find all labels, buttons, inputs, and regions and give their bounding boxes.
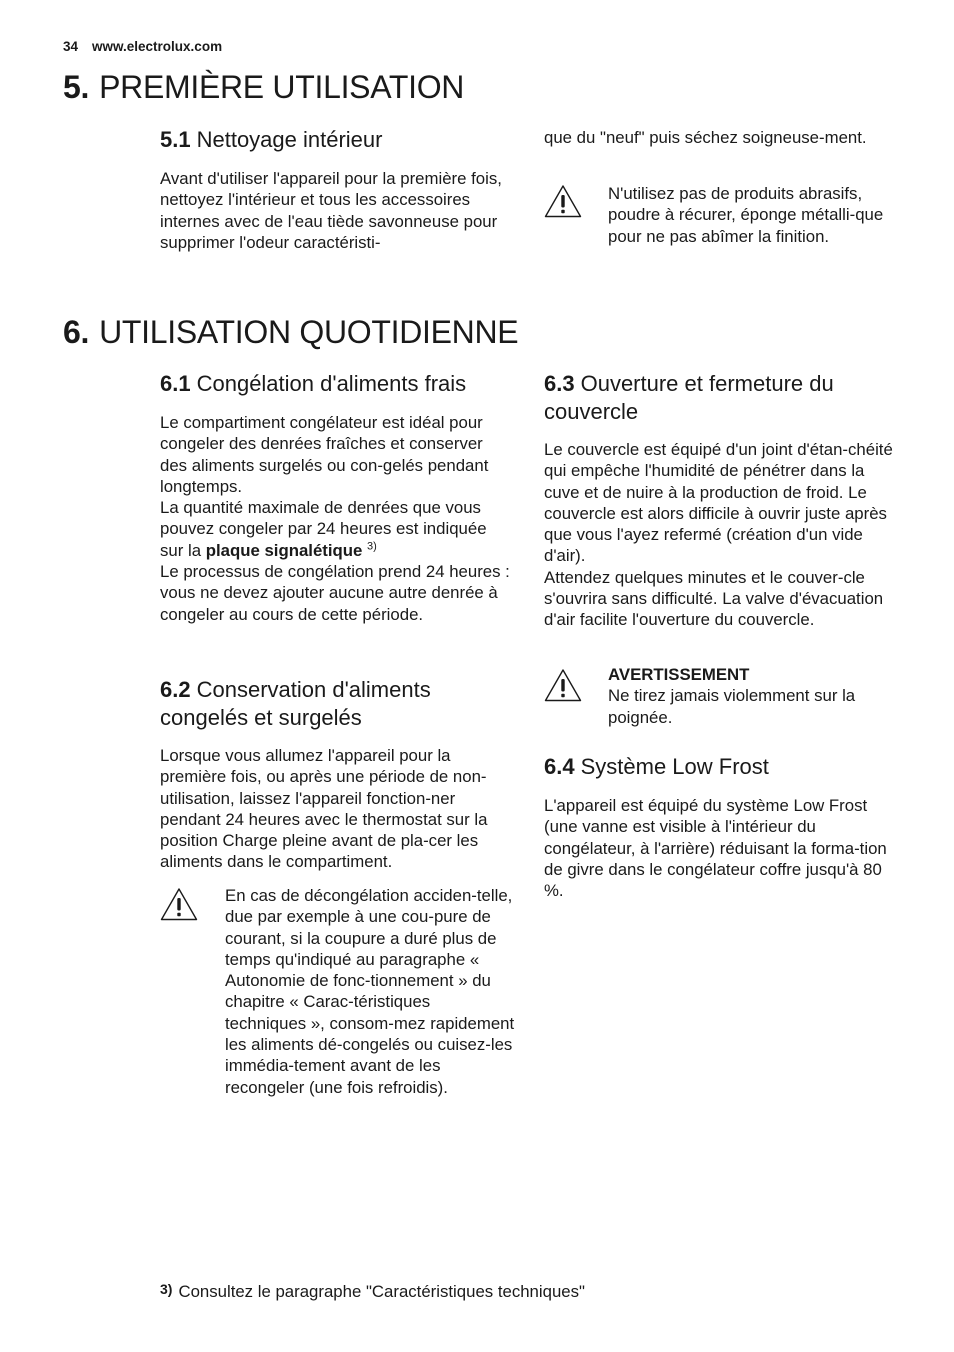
warning-paragraph: Ne tirez jamais violemment sur la poignée. xyxy=(608,686,856,727)
section-6-1-heading xyxy=(160,370,520,398)
footnote-marker: 3) xyxy=(160,1281,173,1297)
section-6-number: 6. xyxy=(63,314,90,350)
section-6-title: UTILISATION QUOTIDIENNE xyxy=(99,314,519,350)
section-6-3-body xyxy=(544,439,900,631)
section-5-1-number: 5.1 xyxy=(160,127,191,152)
paragraph: Le processus de congélation prend 24 heures : vous ne devez ajouter aucune autre denrée à congeler au cours de cette période. xyxy=(160,562,510,624)
paragraph: Le couvercle est équipé d'un joint d'étan-chéité qui empêche l'humidité de pénétrer dans la cuve et de nuire à la production de froid. Le couvercle est alors difficile à ouvrir juste après que vous l'ayez refermé (création d'un vide d'air). xyxy=(544,440,893,566)
section-6-heading xyxy=(63,314,518,351)
paragraph: Lorsque vous allumez l'appareil pour la première fois, ou après une période de non-utilisation, laissez l'appareil fonction-ner pendant 24 heures avec le thermostat sur la position Charge pleine avant de pla-cer les aliments dans le compartiment. xyxy=(160,746,488,872)
section-6-4-title: Système Low Frost xyxy=(580,754,769,779)
paragraph xyxy=(160,497,514,561)
section-6-1-title: Congélation d'aliments frais xyxy=(196,371,467,396)
section-6-1-number: 6.1 xyxy=(160,371,191,396)
section-5-1-title: Nettoyage intérieur xyxy=(196,127,383,152)
section-6-3-number: 6.3 xyxy=(544,371,575,396)
paragraph: Attendez quelques minutes et le couver-cle s'ouvrira sans difficulté. La valve d'évacuation d'air facilite l'ouverture du couvercle. xyxy=(544,567,884,630)
section-6-4-body xyxy=(544,795,900,901)
page-number: 34 xyxy=(63,39,79,54)
section-5-1-body-cont xyxy=(544,127,894,148)
warning-icon xyxy=(160,887,198,921)
warning-text xyxy=(225,885,515,1098)
paragraph: Avant d'utiliser l'appareil pour la première fois, nettoyez l'intérieur et tous les accessoires internes avec de l'eau tiède savonneuse pour supprimer l'odeur caractéristi- xyxy=(160,169,502,252)
paragraph: que du "neuf" puis séchez soigneuse-ment. xyxy=(544,128,867,147)
warning-paragraph: En cas de décongélation acciden-telle, due par exemple à une cou-pure de courant, si la coupure a duré plus de temps qu'indiqué au paragraphe « Autonomie de fonc-tionnement » du chapitre « Carac-téristiques techniques », consom-mez rapidement les aliments dé-congelés ou cuisez-les immédia-tement avant de les recongeler (une fois refroidis). xyxy=(225,886,515,1097)
section-5-title: PREMIÈRE UTILISATION xyxy=(99,69,465,105)
section-6-4-number: 6.4 xyxy=(544,754,575,779)
warning-title: AVERTISSEMENT xyxy=(608,665,750,684)
section-5-1-heading xyxy=(160,126,510,154)
section-6-2-number: 6.2 xyxy=(160,677,191,702)
warning-box xyxy=(608,664,898,728)
page-header xyxy=(63,39,222,54)
warning-icon xyxy=(544,668,582,702)
warning-paragraph: N'utilisez pas de produits abrasifs, poudre à récurer, éponge métalli-que pour ne pas abîmer la finition. xyxy=(608,184,884,246)
website: www.electrolux.com xyxy=(92,39,223,54)
paragraph: L'appareil est équipé du système Low Frost (une vanne est visible à l'intérieur du congélateur, à l'arrière) réduisant la forma-tion de givre dans le congélateur coffre jusqu'à 80 %. xyxy=(544,796,887,901)
section-6-2-title: Conservation d'aliments congelés et surgelés xyxy=(160,677,431,730)
footnote xyxy=(160,1281,585,1302)
text: La quantité maximale de denrées que vous pouvez congeler par 24 heures est indiquée sur la xyxy=(160,498,487,560)
footnote-ref: 3) xyxy=(367,540,377,553)
section-6-4-heading xyxy=(544,753,884,781)
section-6-3-title: Ouverture et fermeture du couvercle xyxy=(544,371,834,424)
section-6-3-heading xyxy=(544,370,884,426)
warning-icon xyxy=(544,184,582,218)
warning-text xyxy=(608,183,898,247)
section-5-1-body xyxy=(160,168,512,253)
paragraph: Le compartiment congélateur est idéal pour congeler des denrées fraîches et conserver des aliments surgelés ou con-gelés pendant longtemps. xyxy=(160,413,489,496)
bold-term: plaque signalétique xyxy=(205,540,363,560)
section-6-1-body xyxy=(160,412,514,625)
section-5-number: 5. xyxy=(63,69,90,105)
section-5-heading xyxy=(63,69,464,106)
footnote-text: Consultez le paragraphe "Caractéristiques techniques" xyxy=(178,1282,585,1301)
section-6-2-body xyxy=(160,745,514,873)
section-6-2-heading xyxy=(160,676,510,732)
